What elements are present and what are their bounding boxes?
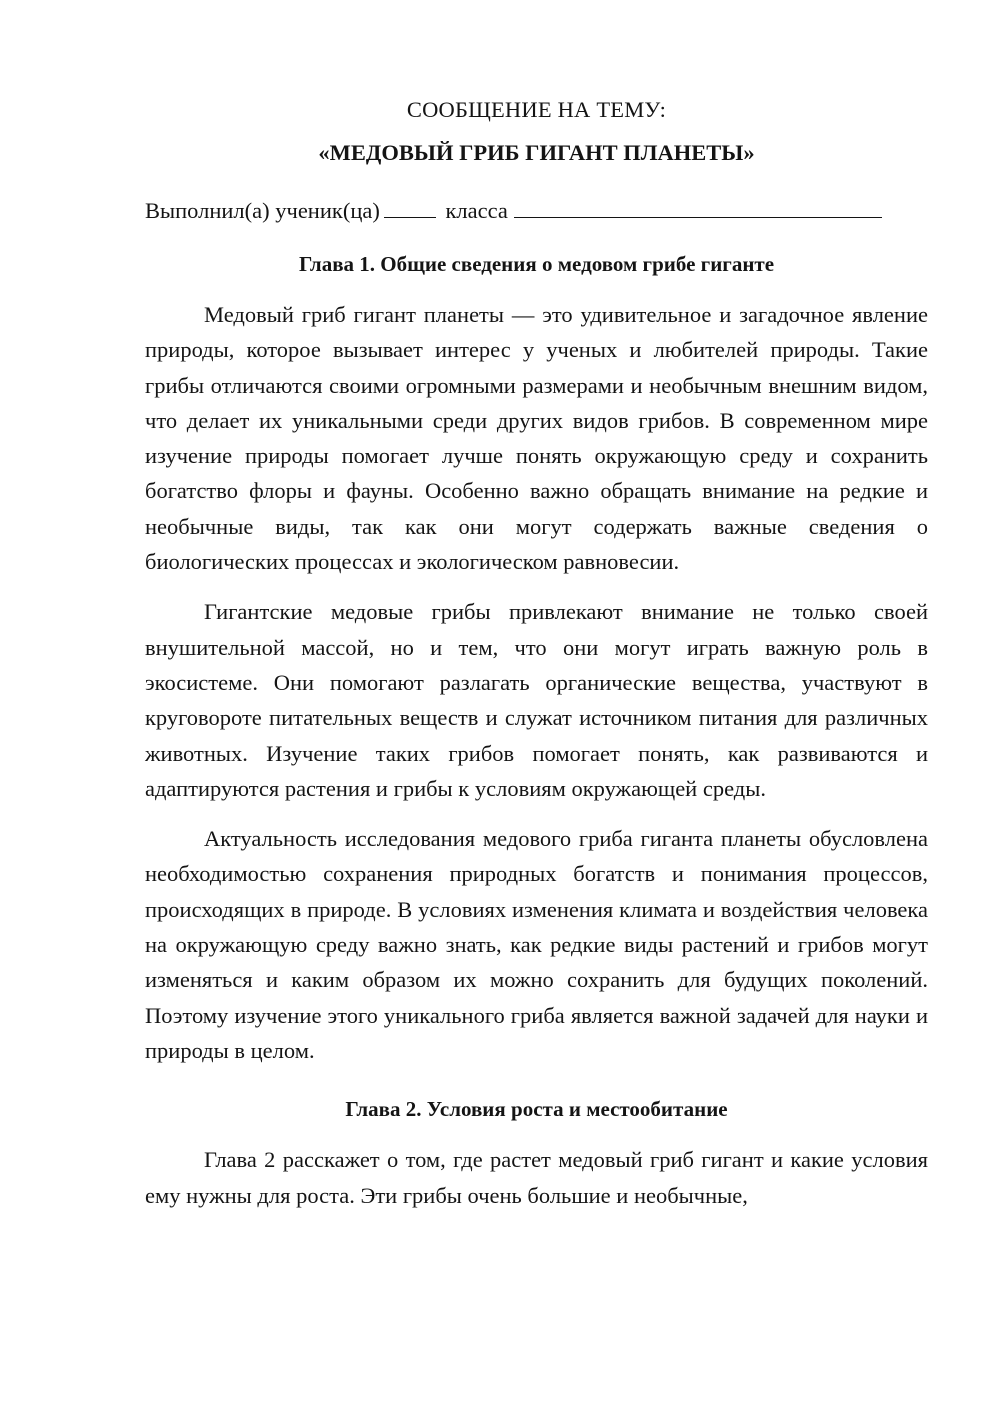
chapter-1-paragraph-1: Медовый гриб гигант планеты — это удивительное и загадочное явление природы, которое вызывает интерес у ученых и любителей природы. Такие грибы отличаются своими огромными размерами и необычным внешним видом, что делает их уникальными среди других видов грибов. В современном мире изучение природы помогает лучше понять окружающую среду и сохранить богатство флоры и фауны. Особенно важно обращать внимание на редкие и необычные виды, так как они могут содержать важные сведения о биологических процессах и экологическом равновесии. [145, 302, 928, 575]
class-label: класса [445, 198, 508, 223]
chapter-1-paragraph-2: Гигантские медовые грибы привлекают внимание не только своей внушительной массой, но и тем, что они могут играть важную роль в экосистеме. Они помогают разлагать органические вещества, участвуют в круговороте питательных веществ и служат источником питания для различных животных. Изучение таких грибов помогает понять, как развиваются и адаптируются растения и грибы к условиям окружающей среды. [145, 599, 928, 801]
chapter-1-title: Глава 1. Общие сведения о медовом грибе гиганте [298, 252, 775, 276]
document-page [145, 92, 928, 1213]
performer-label: Выполнил(а) ученик(ца) [145, 198, 380, 223]
document-title-line1: СООБЩЕНИЕ НА ТЕМУ: [406, 97, 667, 122]
chapter-2-title: Глава 2. Условия роста и местообитание [345, 1097, 728, 1122]
chapter-2-paragraph-1: Глава 2 расскажет о том, где растет медовый гриб гигант и какие условия ему нужны для роста. Эти грибы очень большие и необычные, [145, 1147, 928, 1208]
name-blank-field[interactable] [514, 195, 882, 218]
performer-line [145, 193, 928, 228]
document-title: «МЕДОВЫЙ ГРИБ ГИГАНТ ПЛАНЕТЫ» [318, 140, 755, 165]
chapter-1-paragraph-3: Актуальность исследования медового гриба гиганта планеты обусловлена необходимостью сохранения природных богатств и понимания процессов, происходящих в природе. В условиях изменения климата и воздействия человека на окружающую среду важно знать, как редкие виды растений и грибов могут изменяться и каким образом их можно сохранить для будущих поколений. Поэтому изучение этого уникального гриба является важной задачей для науки и природы в целом. [145, 826, 928, 1063]
grade-blank-field[interactable] [384, 195, 436, 218]
